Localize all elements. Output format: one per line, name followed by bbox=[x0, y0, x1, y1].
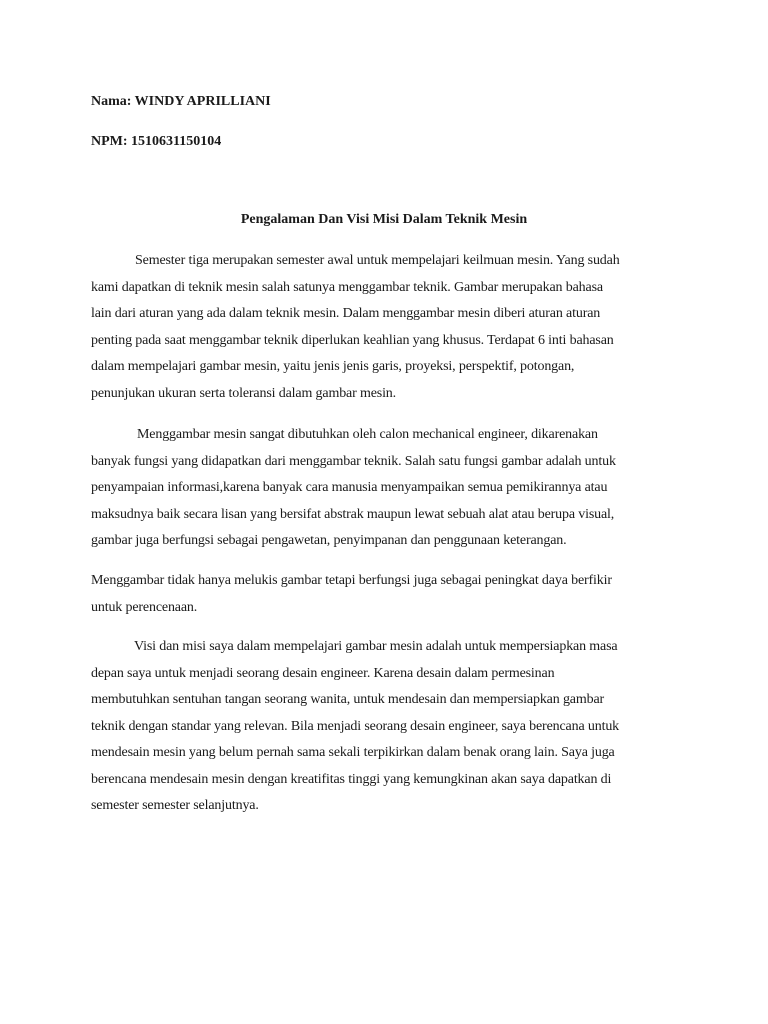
paragraph-2 bbox=[91, 422, 691, 555]
paragraph-line: penunjukan ukuran serta toleransi dalam gambar mesin. bbox=[91, 385, 397, 401]
student-name: Nama: WINDY APRILLIANI bbox=[91, 94, 271, 109]
paragraph-line: berencana mendesain mesin dengan kreatifitas tinggi yang kemungkinan akan saya dapatkan di bbox=[91, 771, 612, 787]
paragraph-line: penyampaian informasi,karena banyak cara manusia menyampaikan semua pemikirannya atau bbox=[91, 480, 608, 495]
paragraph-3 bbox=[91, 568, 691, 621]
paragraph-line: dalam mempelajari gambar mesin, yaitu jenis jenis garis, proyeksi, perspektif, potongan, bbox=[91, 359, 575, 374]
paragraph-line: depan saya untuk menjadi seorang desain engineer. Karena desain dalam permesinan bbox=[91, 665, 555, 681]
paragraph-line: mendesain mesin yang belum pernah sama sekali terpikirkan dalam benak orang lain. Saya juga bbox=[91, 745, 615, 760]
paragraph-line: penting pada saat menggambar teknik diperlukan keahlian yang khusus. Terdapat 6 inti bahasan bbox=[91, 332, 614, 348]
essay-title: Pengalaman Dan Visi Misi Dalam Teknik Mesin bbox=[240, 212, 528, 227]
paragraph-line: Menggambar mesin sangat dibutuhkan oleh calon mechanical engineer, dikarenakan bbox=[137, 427, 598, 442]
paragraph-line: teknik dengan standar yang relevan. Bila menjadi seorang desain engineer, saya berencana untuk bbox=[91, 718, 620, 734]
paragraph-line: gambar juga berfungsi sebagai pengawetan, penyimpanan dan penggunaan keterangan. bbox=[91, 533, 567, 548]
paragraph-line: Visi dan misi saya dalam mempelajari gambar mesin adalah untuk mempersiapkan masa bbox=[134, 639, 618, 654]
paragraph-line: membutuhkan sentuhan tangan seorang wanita, untuk mendesain dan mempersiapkan gambar bbox=[91, 692, 605, 707]
paragraph-1 bbox=[91, 248, 691, 407]
paragraph-4 bbox=[91, 634, 691, 820]
paragraph-line: banyak fungsi yang didapatkan dari menggambar teknik. Salah satu fungsi gambar adalah untuk bbox=[91, 453, 616, 469]
paragraph-line: semester semester selanjutnya. bbox=[91, 798, 259, 813]
paragraph-line: Menggambar tidak hanya melukis gambar tetapi berfungsi juga sebagai peningkat daya berfikir bbox=[91, 573, 612, 588]
paragraph-line: untuk perencenaan. bbox=[91, 599, 198, 615]
paragraph-line: kami dapatkan di teknik mesin salah satunya menggambar teknik. Gambar merupakan bahasa bbox=[91, 279, 603, 295]
paragraph-line: lain dari aturan yang ada dalam teknik mesin. Dalam menggambar mesin diberi aturan aturan bbox=[91, 306, 601, 321]
paragraph-line: Semester tiga merupakan semester awal untuk mempelajari keilmuan mesin. Yang sudah bbox=[135, 253, 620, 268]
paragraph-line: maksudnya baik secara lisan yang bersifat abstrak maupun lewat sebuah alat atau berupa visual, bbox=[91, 506, 615, 522]
student-npm: NPM: 1510631150104 bbox=[91, 134, 222, 149]
